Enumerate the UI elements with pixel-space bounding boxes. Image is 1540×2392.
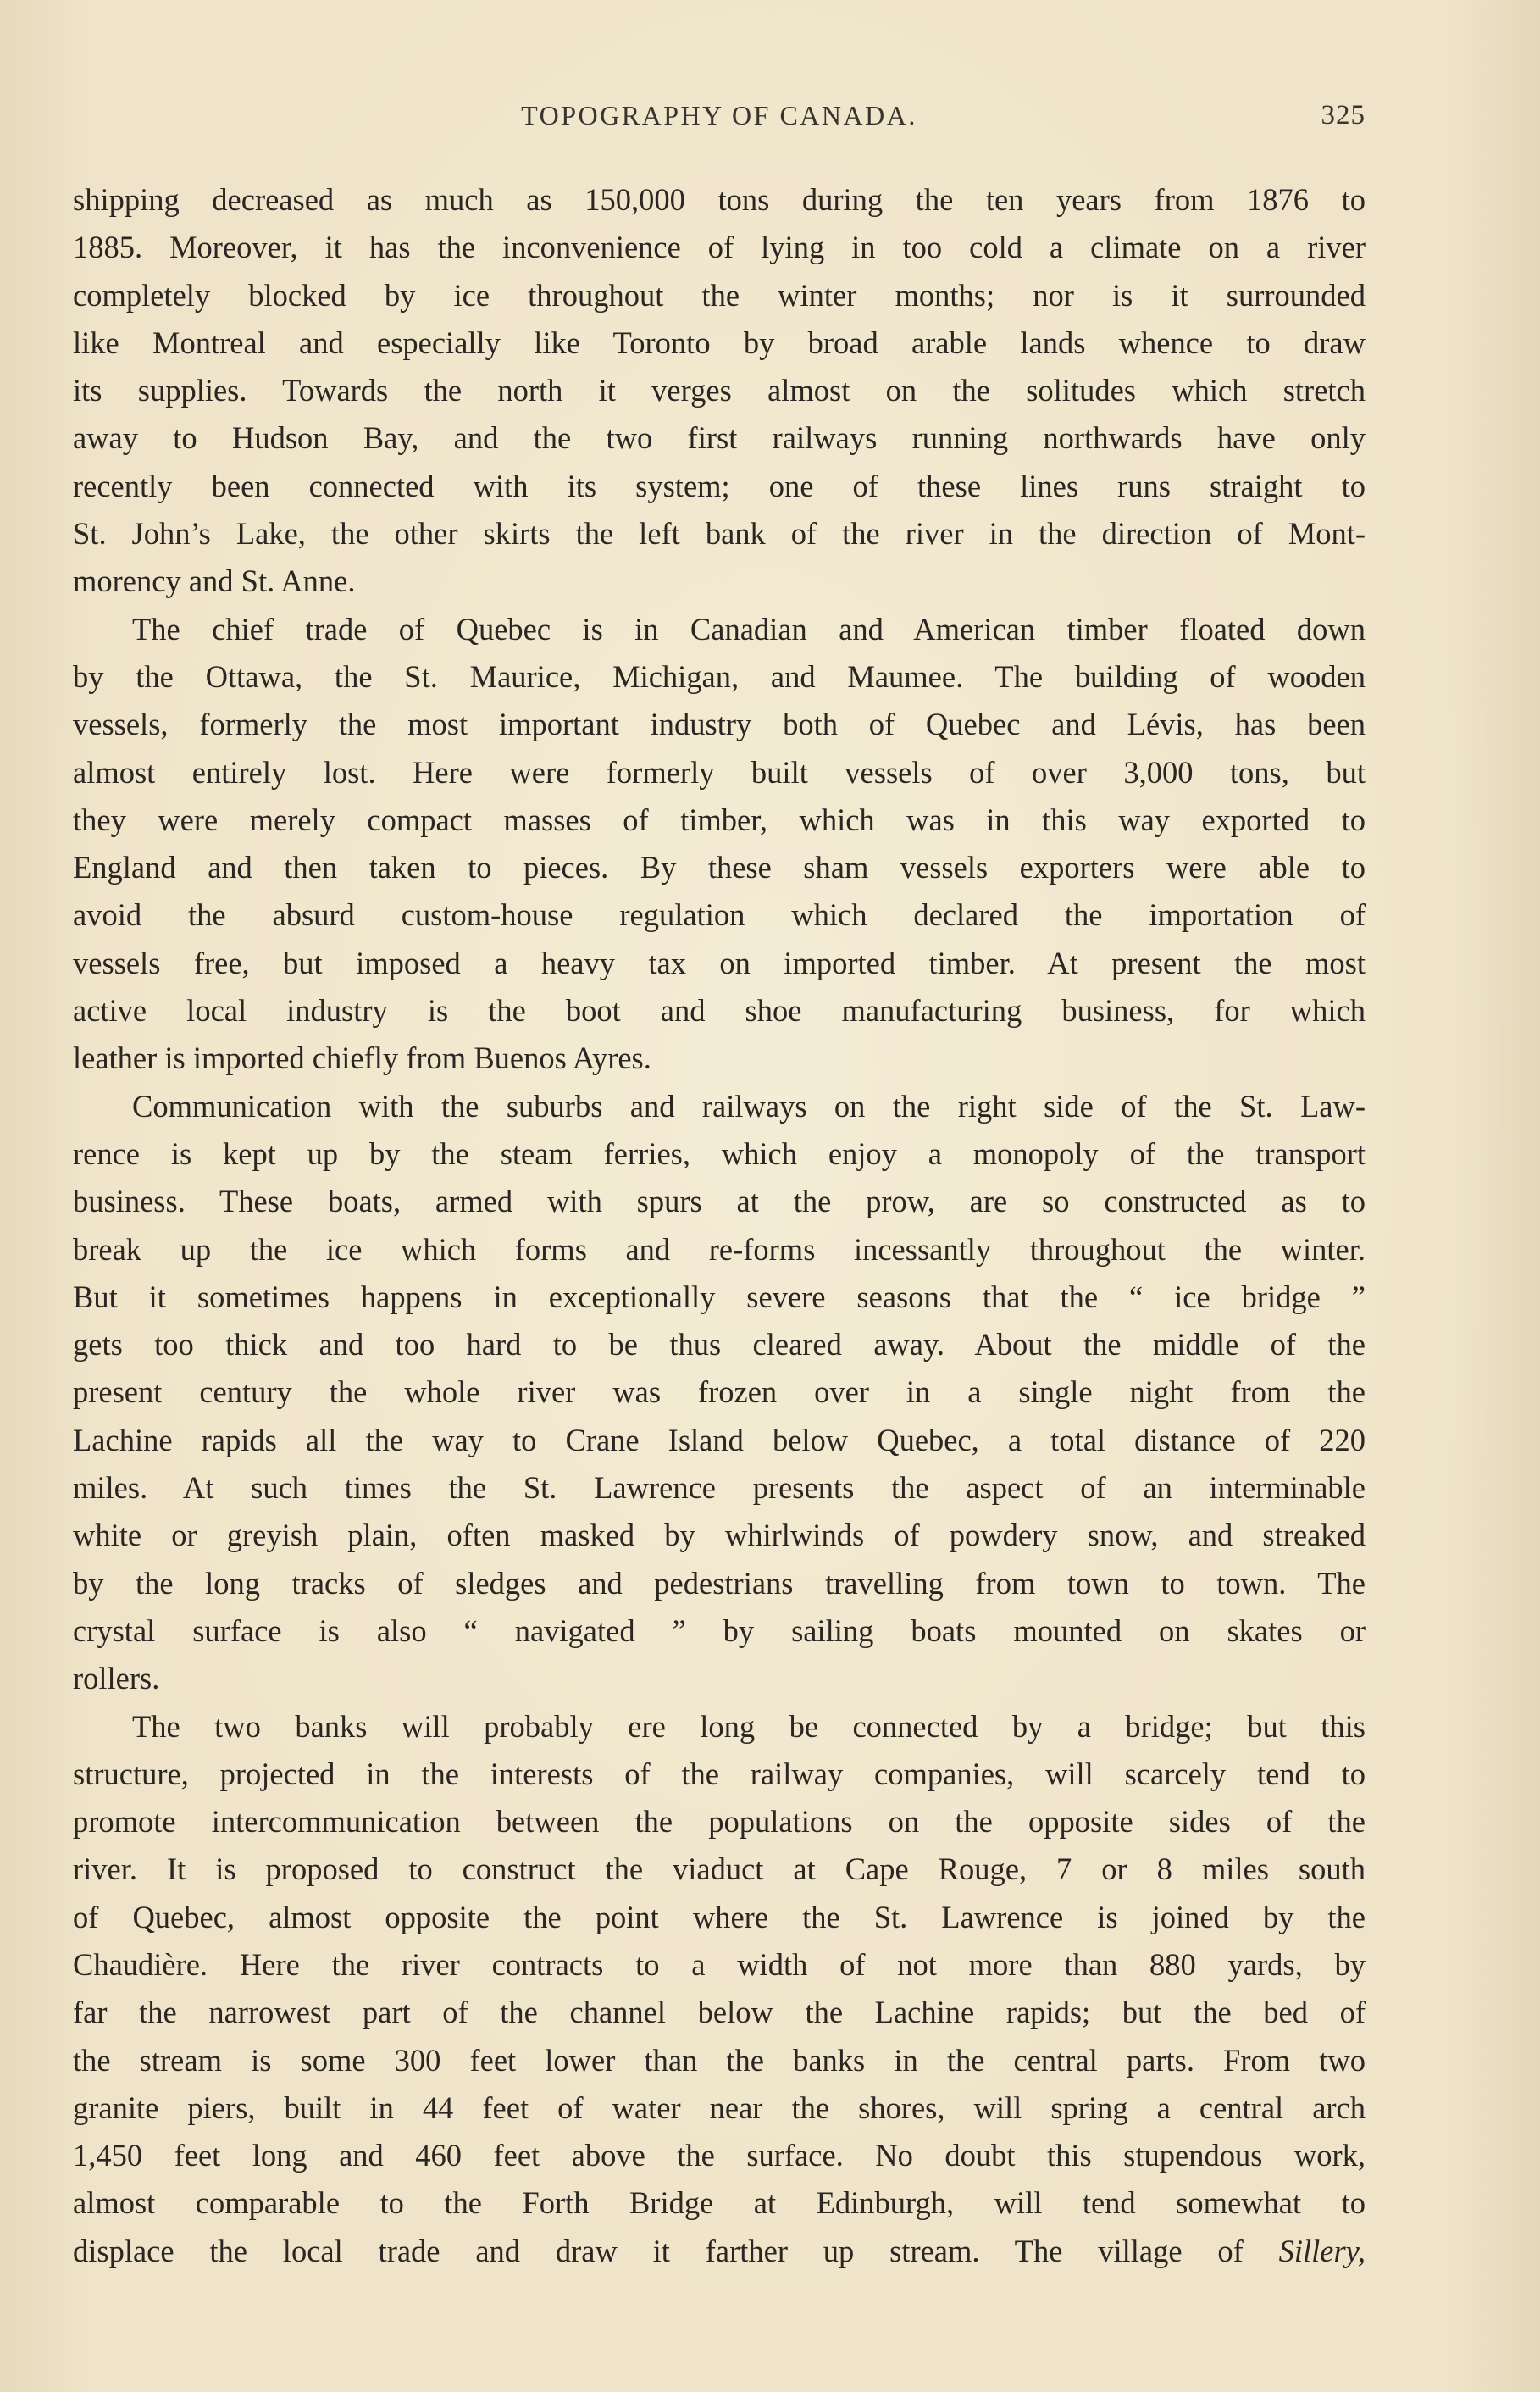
text-line — [73, 1417, 1366, 1464]
line-text: structure, projected in the interests of the railway companies, will scarcely tend to — [73, 1756, 1366, 1791]
text-line — [73, 1226, 1366, 1274]
body-text — [73, 176, 1366, 2275]
text-line — [73, 1845, 1366, 1893]
text-line — [73, 558, 1366, 605]
paragraph — [73, 606, 1366, 1083]
text-line — [73, 1703, 1366, 1751]
line-text: business. These boats, armed with spurs at the prow, are so constructed as to — [73, 1184, 1366, 1219]
line-text: Communication with the suburbs and railways on the right side of the St. Law- — [132, 1088, 1366, 1124]
text-line — [73, 749, 1366, 796]
text-line — [73, 1035, 1366, 1082]
text-line — [73, 1655, 1366, 1702]
page-number: 325 — [1321, 100, 1366, 130]
line-text: Lachine rapids all the way to Crane Island below Quebec, a total distance of 220 — [73, 1422, 1366, 1457]
text-line — [73, 796, 1366, 844]
text-line — [73, 1751, 1366, 1798]
text-line — [73, 367, 1366, 414]
text-line — [73, 176, 1366, 224]
line-text: The chief trade of Quebec is in Canadian and American timber floated down — [132, 611, 1366, 647]
text-line — [73, 2179, 1366, 2227]
line-text: gets too thick and too hard to be thus cleared away. About the middle of the — [73, 1327, 1366, 1362]
text-line — [73, 1512, 1366, 1559]
line-text: river. It is proposed to construct the viaduct at Cape Rouge, 7 or 8 miles south — [73, 1851, 1366, 1887]
text-line — [73, 1894, 1366, 1941]
text-line — [73, 319, 1366, 367]
text-line — [73, 224, 1366, 271]
text-line — [73, 510, 1366, 558]
line-text: far the narrowest part of the channel below the Lachine rapids; but the bed of — [73, 1995, 1366, 2030]
line-text: recently been connected with its system; one of these lines runs straight to — [73, 468, 1366, 503]
italic-place-name: Sillery, — [1278, 2233, 1366, 2268]
text-line — [73, 1607, 1366, 1655]
line-text: Chaudière. Here the river contracts to a width of not more than 880 yards, by — [73, 1946, 1366, 1982]
line-text: promote intercommunication between the populations on the opposite sides of the — [73, 1804, 1366, 1840]
line-text: break up the ice which forms and re-forms incessantly throughout the winter. — [73, 1231, 1366, 1267]
line-text: away to Hudson Bay, and the two first railways running northwards have only — [73, 420, 1366, 456]
text-line — [73, 1989, 1366, 2036]
line-text: they were merely compact masses of timber, which was in this way exported to — [73, 802, 1366, 837]
text-line — [73, 1321, 1366, 1368]
running-title: TOPOGRAPHY OF CANADA. — [521, 100, 917, 130]
line-text: leather is imported chiefly from Buenos Ayres. — [73, 1041, 651, 1076]
line-text: the stream is some 300 feet lower than the banks in the central parts. From two — [73, 2042, 1366, 2078]
text-line — [73, 940, 1366, 987]
line-text: like Montreal and especially like Toronto by broad arable lands whence to draw — [73, 325, 1366, 360]
line-text: present century the whole river was frozen over in a single night from the — [73, 1374, 1366, 1410]
text-line — [73, 1798, 1366, 1845]
line-text: almost entirely lost. Here were formerly built vessels of over 3,000 tons, but — [73, 754, 1366, 790]
line-text: displace the local trade and draw it farther up stream. The village of — [73, 2233, 1279, 2268]
paragraph — [73, 1703, 1366, 2276]
text-line — [73, 2228, 1366, 2275]
line-text: avoid the absurd custom-house regulation which declared the importation of — [73, 897, 1366, 933]
line-text: miles. At such times the St. Lawrence presents the aspect of an interminable — [73, 1470, 1366, 1506]
line-text: But it sometimes happens in exceptionally severe seasons that the “ ice bridge ” — [73, 1279, 1366, 1314]
line-text: 1,450 feet long and 460 feet above the surface. No doubt this stupendous work, — [73, 2138, 1366, 2173]
text-line — [73, 701, 1366, 748]
running-header — [73, 100, 1366, 137]
line-text: of Quebec, almost opposite the point where the St. Lawrence is joined by the — [73, 1899, 1366, 1934]
text-line — [73, 1464, 1366, 1512]
line-text: crystal surface is also “ navigated ” by sailing boats mounted on skates or — [73, 1612, 1366, 1648]
text-line — [73, 1083, 1366, 1130]
text-line — [73, 463, 1366, 510]
text-line — [73, 891, 1366, 939]
text-line — [73, 1130, 1366, 1178]
text-line — [73, 2132, 1366, 2179]
line-text: vessels free, but imposed a heavy tax on imported timber. At present the most — [73, 945, 1366, 980]
line-text: completely blocked by ice throughout the winter months; nor is it surrounded — [73, 277, 1366, 313]
text-line — [73, 844, 1366, 891]
text-line — [73, 272, 1366, 319]
line-text: England and then taken to pieces. By these sham vessels exporters were able to — [73, 850, 1366, 885]
line-text: 1885. Moreover, it has the inconvenience of lying in too cold a climate on a river — [73, 230, 1366, 265]
line-text: granite piers, built in 44 feet of water near the shores, will spring a central arch — [73, 2090, 1366, 2125]
text-line — [73, 2037, 1366, 2084]
line-text: by the Ottawa, the St. Maurice, Michigan, and Maumee. The building of wooden — [73, 658, 1366, 694]
text-line — [73, 1560, 1366, 1607]
paragraph — [73, 176, 1366, 606]
line-text: its supplies. Towards the north it verges almost on the solitudes which stretch — [73, 373, 1366, 408]
text-line — [73, 414, 1366, 462]
text-line — [73, 1274, 1366, 1321]
line-text: morency and St. Anne. — [73, 563, 356, 599]
text-line — [73, 1941, 1366, 1989]
line-text: rence is kept up by the steam ferries, which enjoy a monopoly of the transport — [73, 1135, 1366, 1171]
text-line — [73, 653, 1366, 701]
text-line — [73, 1368, 1366, 1416]
line-text: almost comparable to the Forth Bridge at Edinburgh, will tend somewhat to — [73, 2185, 1366, 2221]
line-text: by the long tracks of sledges and pedestrians travelling from town to town. The — [73, 1565, 1366, 1601]
line-text: St. John’s Lake, the other skirts the left bank of the river in the direction of Mont- — [73, 516, 1366, 552]
text-line — [73, 1178, 1366, 1225]
line-text: active local industry is the boot and shoe manufacturing business, for which — [73, 993, 1366, 1029]
line-text: rollers. — [73, 1661, 160, 1696]
text-line — [73, 2084, 1366, 2132]
paragraph — [73, 1083, 1366, 1703]
text-line — [73, 987, 1366, 1035]
text-line — [73, 606, 1366, 653]
line-text: shipping decreased as much as 150,000 tons during the ten years from 1876 to — [73, 182, 1366, 217]
line-text: The two banks will probably ere long be connected by a bridge; but this — [132, 1708, 1366, 1744]
line-text: white or greyish plain, often masked by whirlwinds of powdery snow, and streaked — [73, 1518, 1366, 1553]
line-text: vessels, formerly the most important industry both of Quebec and Lévis, has been — [73, 707, 1366, 742]
